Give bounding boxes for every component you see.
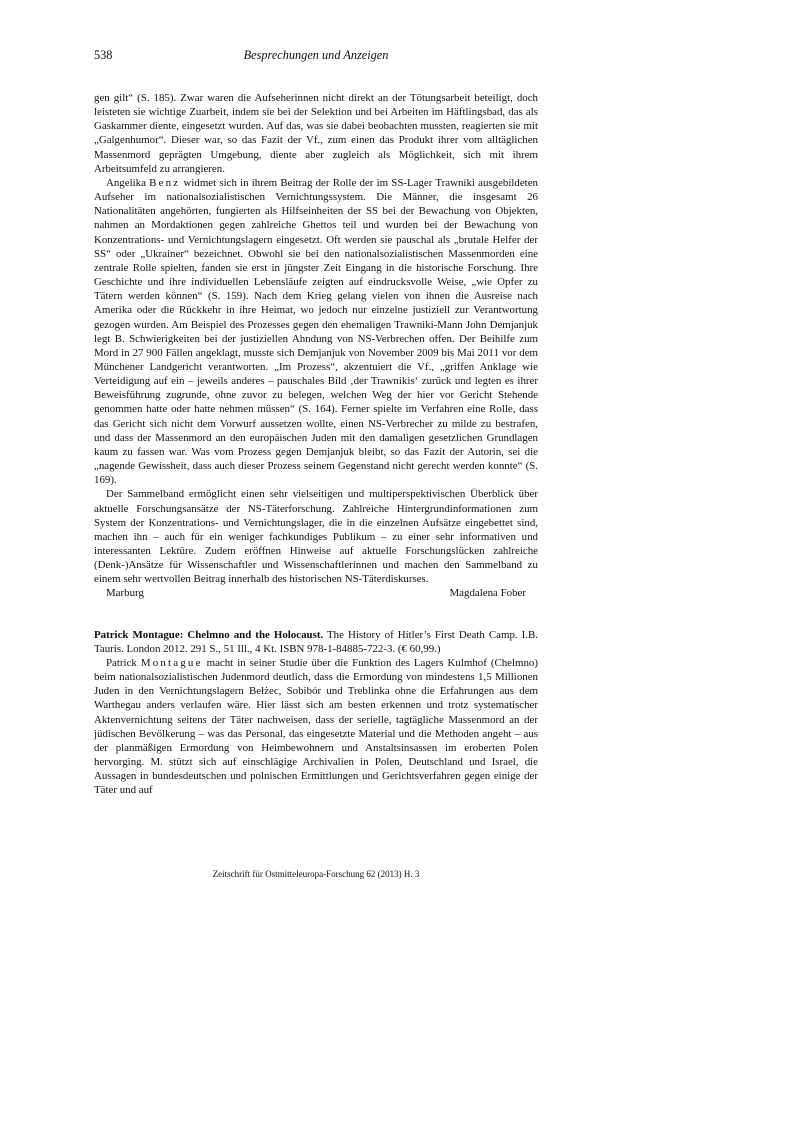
paragraph-2 [94, 176, 538, 487]
review-heading [94, 628, 538, 656]
page-number: 538 [94, 48, 113, 62]
review-author-first: Patrick [106, 656, 141, 669]
article-body [94, 91, 538, 798]
review-paragraph-text: macht in seiner Studie über die Funktion des Lagers Kulmhof (Chelmno) beim nationalsozialistischen Judenmord deutlich, dass die Ermordung von mindestens 1,5 Millionen Juden in den Vernichtungslagern Bełżec, Sobibór und Treblinka ohne die Erfahrungen aus dem Warthegau anders verlaufen wäre. Hier lässt sich am besten erkennen und trotz systematischer Aktenvernichtung seitens der Täter nachweisen, dass der serielle, tagtägliche Massenmord an der jüdischen Bevölkerung – was das Personal, das eingesetzte Material und die Methoden angeht – aus der planmäßigen Ermordung von Heimbewohnern und Anstaltsinsassen im eroberten Polen hervorging. M. stützt sich auf einschlägige Archivalien in Polen, Deutschland und Israel, die Aussagen in bundesdeutschen und polnischen Ermittlungen und Gerichtsverfahren gegen einige der Täter und auf [94, 656, 539, 797]
review-title: Patrick Montague: Chelmno and the Holocaust. [94, 628, 324, 641]
signature-place: Marburg [106, 587, 144, 600]
paragraph-3: Der Sammelband ermöglicht einen sehr vielseitigen und multiperspektivischen Überblick über aktuelle Forschungsansätze der NS-Täterforschung. Zahlreiche Hintergrundinformationen zum System der Konzentrations- und Vernichtungslager, die in die einzelnen Aufsätze eingebettet sind, machen ihn – auch für ein weniger fachkundiges Publikum – zu einer sehr informativen und interessanten Lektüre. Zudem eröffnen Hinweise auf aktuelle Forschungslücken zahlreiche (Denk-)Ansätze für Wissenschaftler und Wissenschaftlerinnen und machen den Sammelband zu einem sehr wertvollen Beitrag innerhalb des historischen NS-Täterdiskurses. [94, 488, 538, 586]
journal-footer: Zeitschrift für Ostmitteleuropa-Forschung 62 (2013) H. 3 [212, 869, 420, 879]
signature-author: Magdalena Fober [449, 587, 526, 600]
section-title: Besprechungen und Anzeigen [243, 48, 389, 62]
author-first-name: Angelika [106, 176, 150, 189]
author-surname: Benz [149, 176, 181, 189]
review-bibliography: The History of Hitler’s First Death Camp. I.B. Tauris. London 2012. 291 S., 51 Ill., 4 Kt. ISBN 978-1-84885-722-3. (€ 60,99.) [94, 628, 538, 655]
running-head [94, 48, 538, 64]
signature-row [94, 586, 538, 600]
paragraph-2-text: widmet sich in ihrem Beitrag der Rolle der im SS-Lager Trawniki ausgebildeten Aufseher im nationalsozialistischen Vernichtungssystem. Die Männer, die insgesamt 26 Nationalitäten angehörten, fungierten als Hilfseinheiten der SS bei der Bewachung von Objekten, nahmen an Mordaktionen gegen zahlreiche Ghettos teil und wurden bei der Bewachung von Konzentrations- und Vernichtungslagern eingesetzt. Oft werden sie pauschal als „brutale Helfer der SS“ oder „Ukrainer“ bezeichnet. Obwohl sie bei den nationalsozialistischen Massenmorden eine zentrale Rolle spielten, fanden sie erst in jüngster Zeit Eingang in die historische Forschung. Ihre Geschichte und ihre individuellen Lebensläufe zeigten auf eindrucksvolle Weise, „wie Opfer zu Tätern werden können“ (S. 159). Nach dem Krieg gelang vielen von ihnen die Ausreise nach Amerika oder die Rückkehr in ihre Heimat, wo jedoch nur einzelne justiziell zur Verantwortung gezogen wurden. Am Beispiel des Prozesses gegen den ehemaligen Trawniki-Mann John Demjanjuk legt B. Schwierigkeiten bei der justiziellen Ahndung von NS-Verbrechen offen. Der Beihilfe zum Mord in 27 900 Fällen angeklagt, musste sich Demjanjuk von November 2009 bis Mai 2011 vor dem Münchener Landgericht verantworten. „Im Prozess“, akzentuiert die Vf., „griffen Anklage wie Verteidigung auf ein – jeweils anderes – pauschales Bild ‚der Trawnikis‘ zurück und legten es ihrer Beweisführung zugrunde, ohne zuvor zu belegen, welchen Weg der hier vor Gericht Stehende genommen hatte oder hatte nehmen müssen“ (S. 164). Ferner spielte im Verfahren eine Rolle, dass das Gericht sich nicht dem Vorwurf aussetzen wollte, einen NS-Verbrecher zu milde zu bestrafen, und dass der Massenmord an den europäischen Juden mit den damaligen gesetzlichen Grundlagen kaum zu fassen war. Was vom Prozess gegen Demjanjuk bleibt, so das Fazit der Autorin, sei die „nagende Gewissheit, dass auch dieser Prozess seinem Gegenstand nicht gerecht werden konnte“ (S. 169). [94, 176, 538, 487]
review-author-surname: Montague [140, 656, 203, 669]
paragraph-1: gen gilt“ (S. 185). Zwar waren die Aufseherinnen nicht direkt an der Tötungsarbeit beteiligt, doch leisteten sie wichtige Zuarbeit, indem sie bei der Selektion und bei Arbeiten im Häftlingsbad, das als Gaskammer diente, eingesetzt wurden. Auf das, was sie dabei beobachten mussten, reagierten sie mit „Galgenhumor“. Dieser war, so das Fazit der Vf., zum einen das Produkt ihrer vom alltäglichen Massenmord geprägten Umgebung, diente aber zugleich als Möglichkeit, sich mit ihrem Arbeitsumfeld zu arrangieren. [94, 92, 538, 175]
review-paragraph-1 [94, 656, 538, 798]
